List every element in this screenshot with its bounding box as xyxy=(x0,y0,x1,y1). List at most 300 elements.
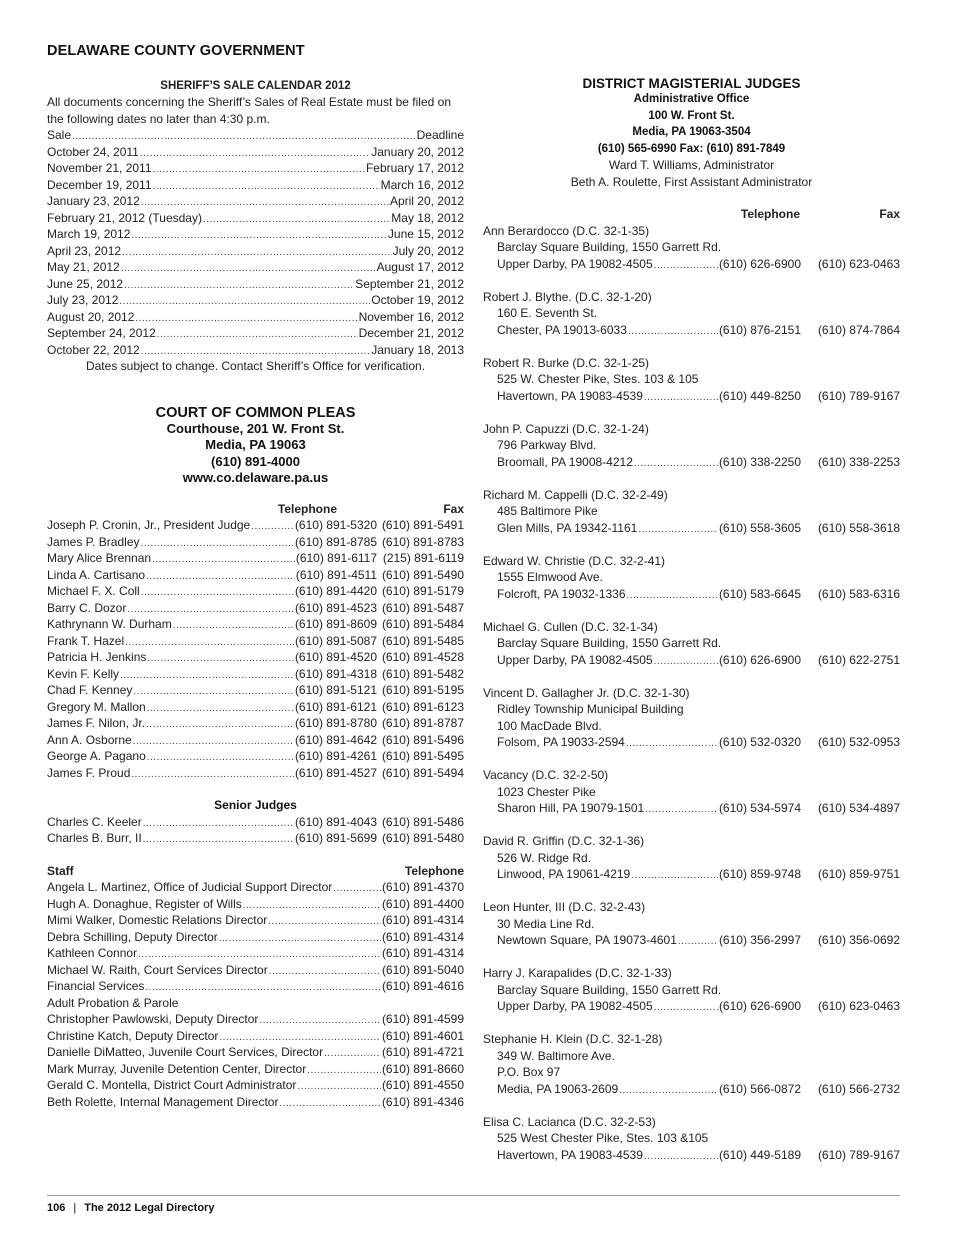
calendar-row-value: August 17, 2012 xyxy=(376,260,464,274)
judge-row xyxy=(47,699,464,716)
judge-row-tel-label: James P. Bradley xyxy=(47,534,140,549)
staff-row-value: (610) 891-4721 xyxy=(381,1045,464,1059)
magisterial-street: 100 W. Front St. xyxy=(648,109,735,122)
magisterial-judge-fax: (610) 789-9167 xyxy=(817,388,900,403)
magisterial-judge-tel-value: (610) 449-8250 xyxy=(718,388,801,403)
staff-row-value: (610) 891-4599 xyxy=(381,1012,464,1026)
magisterial-judge-tel-label: Broomall, PA 19008-4212 xyxy=(497,454,633,469)
staff-row-label: Kathleen Connor xyxy=(47,946,138,960)
judge-row-fax: (610) 891-5494 xyxy=(381,765,464,780)
magisterial-judge-city-row xyxy=(483,998,900,1015)
magisterial-judge-tel xyxy=(497,932,801,949)
calendar-row-value: September 21, 2012 xyxy=(355,276,464,291)
senior-judge-row-tel xyxy=(47,814,377,831)
page-number: 106 xyxy=(47,1202,66,1214)
staff-row-value: (610) 891-4370 xyxy=(381,880,464,894)
court-title: COURT OF COMMON PLEAS xyxy=(155,404,356,421)
magisterial-judge-tel-value: (610) 558-3605 xyxy=(718,520,801,535)
magisterial-judge-tel-value: (610) 338-2250 xyxy=(718,454,801,469)
judge-row xyxy=(47,715,464,732)
judge-row-fax: (610) 891-4528 xyxy=(381,650,464,664)
court-of-common-pleas xyxy=(47,405,464,1111)
magisterial-judge-tel-value: (610) 859-9748 xyxy=(718,867,801,881)
court-col-telephone: Telephone xyxy=(277,501,337,516)
calendar-row xyxy=(47,226,464,243)
judge-row-tel-value: (610) 891-4520 xyxy=(294,650,377,664)
magisterial-judge-tel-label: Upper Darby, PA 19082-4505 xyxy=(497,256,653,271)
judge-row-fax: (610) 891-5487 xyxy=(381,600,464,615)
magisterial-judge-fax: (610) 356-0692 xyxy=(817,933,900,947)
magisterial-judge-tel xyxy=(497,322,801,339)
calendar-row-value: January 18, 2013 xyxy=(371,342,464,357)
magisterial-judges-list xyxy=(483,223,900,1164)
staff-row xyxy=(47,879,464,896)
judge-row xyxy=(47,633,464,650)
calendar-row xyxy=(47,243,464,260)
magisterial-judge-city-row xyxy=(483,652,900,669)
magisterial-judge-name: Vincent D. Gallagher Jr. (D.C. 32-1-30) xyxy=(483,685,690,700)
magisterial-phones: (610) 565-6990 Fax: (610) 891-7849 xyxy=(597,142,786,155)
magisterial-judge-tel-label: Glen Mills, PA 19342-1161 xyxy=(497,520,638,535)
magisterial-judge-name: Harry J. Karapalides (D.C. 32-1-33) xyxy=(483,966,672,980)
calendar-row-label: January 23, 2012 xyxy=(47,194,140,208)
magisterial-judge-tel xyxy=(497,388,801,405)
magisterial-judge-address-line: Ridley Township Municipal Building xyxy=(497,702,684,716)
staff-row-value: (610) 891-8660 xyxy=(381,1061,464,1076)
judge-row xyxy=(47,583,464,600)
publication-title: The 2012 Legal Directory xyxy=(84,1202,215,1214)
court-website[interactable]: www.co.delaware.pa.us xyxy=(182,470,329,485)
magisterial-judge-address-line: 525 West Chester Pike, Stes. 103 &105 xyxy=(497,1131,709,1145)
magisterial-judge-tel xyxy=(497,998,801,1015)
magisterial-judge-city-row xyxy=(483,586,900,603)
left-column xyxy=(47,78,464,1110)
footer-rule xyxy=(47,1195,900,1196)
magisterial-judge-tel-label: Havertown, PA 19083-4539 xyxy=(497,1147,643,1162)
magisterial-judge-tel-value: (610) 626-6900 xyxy=(718,256,801,271)
judge-row-tel-value: (610) 891-5121 xyxy=(294,683,377,697)
judge-row xyxy=(47,682,464,699)
magisterial-judge-tel xyxy=(497,586,801,603)
staff-row-value: (610) 891-4314 xyxy=(381,913,464,927)
judge-row-tel-label: Barry C. Dozor xyxy=(47,600,127,615)
calendar-row-value: December 21, 2012 xyxy=(358,326,464,340)
staff-col-telephone: Telephone xyxy=(404,863,464,878)
magisterial-judge-address-line: 30 Media Line Rd. xyxy=(497,916,595,931)
staff-row-value: (610) 891-4616 xyxy=(381,979,464,993)
calendar-row-label: October 24, 2011 xyxy=(47,144,139,159)
staff-row xyxy=(47,929,464,946)
magisterial-judge-tel-value: (610) 532-0320 xyxy=(718,735,801,749)
magisterial-judge-tel-label: Linwood, PA 19061-4219 xyxy=(497,867,631,881)
magisterial-judge-fax: (610) 623-0463 xyxy=(817,999,900,1013)
magisterial-judge-city-row xyxy=(483,1081,900,1098)
magisterial-judge-address-line: Barclay Square Building, 1550 Garrett Rd. xyxy=(497,240,722,254)
senior-judge-row-fax: (610) 891-5486 xyxy=(381,814,464,829)
calendar-title: SHERIFF’S SALE CALENDAR 2012 xyxy=(160,80,351,92)
magisterial-judge-tel xyxy=(497,1147,801,1164)
staff-row-value: (610) 891-4314 xyxy=(381,929,464,944)
staff-row-value: (610) 891-4314 xyxy=(381,946,464,960)
magisterial-judge-address-line: 160 E. Seventh St. xyxy=(497,306,598,320)
magisterial-judge-tel-value: (610) 534-5974 xyxy=(718,801,801,815)
judge-row-tel-value: (610) 891-4642 xyxy=(294,732,377,747)
magisterial-judge-entry xyxy=(483,899,900,949)
calendar-row-label: March 19, 2012 xyxy=(47,227,131,241)
calendar-row xyxy=(47,342,464,359)
judge-row xyxy=(47,765,464,782)
judge-row-tel-value: (610) 891-5320 xyxy=(294,518,377,532)
staff-row xyxy=(47,945,464,962)
staff-list xyxy=(47,879,464,995)
magisterial-judge-name: Leon Hunter, III (D.C. 32-2-43) xyxy=(483,900,646,914)
staff-row xyxy=(47,1094,464,1111)
magisterial-judge-fax: (610) 532-0953 xyxy=(817,735,900,749)
magisterial-judge-tel-label: Havertown, PA 19083-4539 xyxy=(497,388,643,403)
staff-row-label: Michael W. Raith, Court Services Director xyxy=(47,962,268,977)
judge-row-tel-value: (610) 891-4318 xyxy=(294,666,377,681)
magisterial-judge-tel xyxy=(497,866,801,883)
magisterial-city: Media, PA 19063-3504 xyxy=(632,126,751,138)
calendar-row-value: April 20, 2012 xyxy=(389,194,464,208)
staff-row xyxy=(47,1061,464,1078)
staff-row-value: (610) 891-5040 xyxy=(381,962,464,977)
magisterial-judge-entry xyxy=(483,421,900,471)
magisterial-judge-city-row xyxy=(483,800,900,817)
staff-row xyxy=(47,1011,464,1028)
staff-row-value: (610) 891-4550 xyxy=(381,1078,464,1092)
calendar-row xyxy=(47,193,464,210)
magisterial-judge-address-line: 100 MacDade Blvd. xyxy=(497,718,602,733)
judge-row xyxy=(47,732,464,749)
judge-row-tel xyxy=(47,583,377,600)
calendar-header-row xyxy=(47,127,464,144)
judge-row-tel xyxy=(47,666,377,683)
calendar-row-label: October 22, 2012 xyxy=(47,342,140,357)
judge-row-tel-value: (610) 891-8609 xyxy=(294,617,377,631)
calendar-row xyxy=(47,325,464,342)
magisterial-judge-entry xyxy=(483,1114,900,1164)
magisterial-admin1: Ward T. Williams, Administrator xyxy=(608,158,775,172)
magisterial-judge-name: Vacancy (D.C. 32-2-50) xyxy=(483,768,609,782)
staff-row xyxy=(47,1044,464,1061)
judge-row xyxy=(47,517,464,534)
staff-row-label: Debra Schilling, Deputy Director xyxy=(47,929,218,944)
staff-row-value: (610) 891-4601 xyxy=(381,1028,464,1043)
magisterial-judge-entry xyxy=(483,487,900,537)
magisterial-judge-city-row xyxy=(483,1147,900,1164)
calendar-row-value: May 18, 2012 xyxy=(391,210,464,225)
magisterial-admin2: Beth A. Roulette, First Assistant Administrator xyxy=(570,174,813,189)
calendar-note: Dates subject to change. Contact Sheriff’s Office for verification. xyxy=(85,359,426,373)
magisterial-judge-tel-label: Upper Darby, PA 19082-4505 xyxy=(497,999,653,1013)
judge-row-fax: (610) 891-5495 xyxy=(381,749,464,763)
judge-row-tel-label: Linda A. Cartisano xyxy=(47,567,146,582)
magisterial-judge-entry xyxy=(483,767,900,817)
calendar-row-value: June 15, 2012 xyxy=(387,227,464,241)
magisterial-judge-name: Robert J. Blythe. (D.C. 32-1-20) xyxy=(483,289,652,304)
senior-judge-row-tel xyxy=(47,830,377,847)
staff-row-label: Christine Katch, Deputy Director xyxy=(47,1028,219,1043)
judge-row xyxy=(47,567,464,584)
calendar-row xyxy=(47,160,464,177)
magisterial-judge-entry xyxy=(483,355,900,405)
calendar-intro: All documents concerning the Sheriff’s Sales of Real Estate must be filed on the following dates no later than 4:30 p.m. xyxy=(47,95,451,126)
judge-row xyxy=(47,649,464,666)
staff-row-value: (610) 891-4400 xyxy=(381,896,464,911)
magisterial-judge-city-row xyxy=(483,454,900,471)
judge-row-tel-value: (610) 891-5087 xyxy=(294,633,377,648)
judge-row-tel xyxy=(47,649,377,666)
magisterial-judge-fax: (610) 622-2751 xyxy=(817,652,900,667)
judge-row-fax: (610) 891-5485 xyxy=(381,633,464,648)
calendar-row-value: March 16, 2012 xyxy=(380,177,464,192)
court-judges-list xyxy=(47,517,464,781)
magisterial-judge-tel-value: (610) 626-6900 xyxy=(718,999,801,1013)
magisterial-judge-fax: (610) 534-4897 xyxy=(817,801,900,815)
judge-row-tel-label: James F. Nilon, Jr. xyxy=(47,716,146,730)
staff-row-value: (610) 891-4346 xyxy=(381,1094,464,1109)
magisterial-judge-fax: (610) 338-2253 xyxy=(817,454,900,469)
calendar-row-label: May 21, 2012 xyxy=(47,260,120,274)
magisterial-judge-tel xyxy=(497,520,801,537)
staff-header xyxy=(47,863,464,880)
magisterial-judge-tel-label: Chester, PA 19013-6033 xyxy=(497,322,627,337)
calendar-row-label: August 20, 2012 xyxy=(47,309,135,324)
magisterial-judge-fax: (610) 789-9167 xyxy=(817,1147,900,1162)
calendar-row-label: November 21, 2011 xyxy=(47,161,152,175)
staff-row xyxy=(47,912,464,929)
calendar-header-deadline: Deadline xyxy=(416,128,464,142)
judge-row-tel-label: Chad F. Kenney xyxy=(47,683,133,697)
senior-judge-row-tel-value: (610) 891-4043 xyxy=(294,814,377,829)
staff-row-label: Hugh A. Donaghue, Register of Wills xyxy=(47,896,242,911)
calendar-row-label: December 19, 2011 xyxy=(47,177,152,192)
magisterial-judge-tel xyxy=(497,1081,801,1098)
magisterial-judge-entry xyxy=(483,965,900,1015)
magisterial-judge-tel-value: (610) 876-2151 xyxy=(718,322,801,337)
judge-row-tel-value: (610) 891-8780 xyxy=(294,716,377,730)
calendar-row xyxy=(47,177,464,194)
court-column-headers xyxy=(47,501,464,518)
staff-row-label: Gerald C. Montella, District Court Administrator xyxy=(47,1078,297,1092)
judge-row-tel xyxy=(47,517,377,534)
staff-title: Staff xyxy=(47,863,74,878)
judge-row xyxy=(47,550,464,567)
magisterial-judge-name: Robert R. Burke (D.C. 32-1-25) xyxy=(483,355,650,370)
calendar-row-value: November 16, 2012 xyxy=(358,309,464,324)
magisterial-judge-tel xyxy=(497,734,801,751)
senior-judge-row xyxy=(47,814,464,831)
calendar-row-label: September 24, 2012 xyxy=(47,326,156,340)
judge-row xyxy=(47,616,464,633)
judge-row-tel xyxy=(47,616,377,633)
judge-row-tel-value: (610) 891-8785 xyxy=(294,534,377,549)
staff-subhead: Adult Probation & Parole xyxy=(47,995,179,1010)
judge-row-tel-label: Ann A. Osborne xyxy=(47,732,132,747)
magisterial-judge-name: John P. Capuzzi (D.C. 32-1-24) xyxy=(483,421,649,436)
judge-row-tel xyxy=(47,732,377,749)
staff-row-label: Beth Rolette, Internal Management Director xyxy=(47,1094,279,1109)
sheriff-sale-calendar xyxy=(47,78,464,375)
calendar-row-label: June 25, 2012 xyxy=(47,276,124,291)
judge-row-tel xyxy=(47,748,377,765)
magisterial-judge-tel-value: (610) 566-0872 xyxy=(718,1081,801,1096)
judge-row-tel-value: (610) 891-4420 xyxy=(294,584,377,598)
court-address2: Media, PA 19063 xyxy=(205,437,306,452)
judge-row-tel-value: (610) 891-6117 xyxy=(295,551,377,565)
magisterial-judge-name: David R. Griffin (D.C. 32-1-36) xyxy=(483,834,645,848)
calendar-row xyxy=(47,309,464,326)
judge-row-fax: (610) 891-5195 xyxy=(381,683,464,697)
magisterial-judge-city-row xyxy=(483,932,900,949)
magisterial-judge-address-line: 349 W. Baltimore Ave. xyxy=(497,1048,615,1063)
judge-row-tel-label: Frank T. Hazel xyxy=(47,633,125,648)
magisterial-judge-entry xyxy=(483,685,900,751)
judge-row-tel xyxy=(47,699,377,716)
senior-judge-row xyxy=(47,830,464,847)
magisterial-judge-address-line: 796 Parkway Blvd. xyxy=(497,438,597,452)
magisterial-judge-city-row xyxy=(483,322,900,339)
judge-row-tel-label: Patricia H. Jenkins xyxy=(47,650,147,664)
calendar-row xyxy=(47,259,464,276)
judge-row-fax: (215) 891-6119 xyxy=(382,551,464,565)
magisterial-judge-fax: (610) 566-2732 xyxy=(817,1081,900,1096)
magisterial-judge-name: Richard M. Cappelli (D.C. 32-2-49) xyxy=(483,487,668,502)
magisterial-judge-tel xyxy=(497,454,801,471)
staff-row-label: Danielle DiMatteo, Juvenile Court Services, Director xyxy=(47,1045,324,1059)
magisterial-judge-name: Ann Berardocco (D.C. 32-1-35) xyxy=(483,223,650,238)
senior-judges-title: Senior Judges xyxy=(214,798,297,812)
magisterial-judge-address-line: 526 W. Ridge Rd. xyxy=(497,850,592,865)
calendar-row-label: February 21, 2012 (Tuesday) xyxy=(47,210,202,225)
judge-row-tel-value: (610) 891-4511 xyxy=(295,567,377,582)
calendar-row-value: January 20, 2012 xyxy=(371,144,464,159)
magisterial-judge-tel xyxy=(497,652,801,669)
magisterial-judge-name: Elisa C. Lacianca (D.C. 32-2-53) xyxy=(483,1114,656,1129)
judge-row-tel xyxy=(47,600,377,617)
calendar-row-value: July 20, 2012 xyxy=(392,243,464,258)
magisterial-judge-entry xyxy=(483,833,900,883)
calendar-header-sale: Sale xyxy=(47,128,72,142)
judge-row-tel xyxy=(47,550,377,567)
magisterial-judge-tel-value: (610) 583-6645 xyxy=(718,586,801,601)
magisterial-judge-tel-label: Upper Darby, PA 19082-4505 xyxy=(497,652,653,667)
magisterial-judge-city-row xyxy=(483,520,900,537)
staff-row-label: Christopher Pawlowski, Deputy Director xyxy=(47,1012,259,1026)
judge-row-tel xyxy=(47,534,377,551)
staff-row xyxy=(47,1028,464,1045)
footer xyxy=(47,1202,214,1214)
staff-row-label: Financial Services xyxy=(47,979,145,993)
senior-judge-row-tel-value: (610) 891-5699 xyxy=(294,831,377,845)
magisterial-judge-address-line: 485 Baltimore Pike xyxy=(497,504,598,518)
judge-row xyxy=(47,534,464,551)
staff-row xyxy=(47,978,464,995)
judge-row xyxy=(47,600,464,617)
calendar-row-value: October 19, 2012 xyxy=(371,293,464,307)
magisterial-judge-city-row xyxy=(483,256,900,273)
judge-row-fax: (610) 891-5482 xyxy=(381,666,464,681)
judge-row-fax: (610) 891-5490 xyxy=(381,567,464,582)
judge-row-tel-value: (610) 891-6121 xyxy=(294,699,377,714)
calendar-row-label: April 23, 2012 xyxy=(47,243,122,258)
judge-row-tel-value: (610) 891-4527 xyxy=(294,765,377,780)
calendar-row-label: July 23, 2012 xyxy=(47,293,119,307)
judge-row-tel-label: Mary Alice Brennan xyxy=(47,551,152,565)
magisterial-judge-fax: (610) 623-0463 xyxy=(817,256,900,271)
magisterial-judge-city-row xyxy=(483,388,900,405)
magisterial-judge-name: Stephanie H. Klein (D.C. 32-1-28) xyxy=(483,1032,663,1046)
magisterial-judge-entry xyxy=(483,1031,900,1097)
magisterial-judge-address-line: 1023 Chester Pike xyxy=(497,784,596,799)
magisterial-judge-address-line: Barclay Square Building, 1550 Garrett Rd. xyxy=(497,982,722,997)
senior-judge-row-fax: (610) 891-5480 xyxy=(381,831,464,845)
calendar-row xyxy=(47,292,464,309)
magisterial-judge-tel-label: Folsom, PA 19033-2594 xyxy=(497,735,625,749)
magisterial-judge-city-row xyxy=(483,866,900,883)
magisterial-judge-tel xyxy=(497,256,801,273)
magisterial-judge-address-line: 1555 Elmwood Ave. xyxy=(497,570,603,584)
magisterial-judge-city-row xyxy=(483,734,900,751)
magisterial-judge-tel-label: Newtown Square, PA 19073-4601 xyxy=(497,933,677,947)
court-col-fax: Fax xyxy=(443,501,464,516)
magisterial-judge-tel-value: (610) 356-2997 xyxy=(718,933,801,947)
judge-row-fax: (610) 891-5179 xyxy=(381,584,464,598)
magisterial-judge-address-line: 525 W. Chester Pike, Stes. 103 & 105 xyxy=(497,372,699,386)
magisterial-judge-tel-value: (610) 626-6900 xyxy=(718,652,801,667)
judge-row xyxy=(47,748,464,765)
magisterial-col-telephone: Telephone xyxy=(740,207,800,221)
judge-row-tel xyxy=(47,682,377,699)
judge-row-tel-label: Joseph P. Cronin, Jr., President Judge xyxy=(47,518,251,532)
magisterial-judge-fax: (610) 583-6316 xyxy=(817,586,900,601)
magisterial-office: Administrative Office xyxy=(633,93,750,105)
calendar-row-value: February 17, 2012 xyxy=(365,161,464,175)
judge-row-tel-value: (610) 891-4523 xyxy=(294,600,377,615)
magisterial-col-fax: Fax xyxy=(879,207,900,221)
judge-row-tel xyxy=(47,633,377,650)
judge-row-fax: (610) 891-8787 xyxy=(381,716,464,730)
court-address1: Courthouse, 201 W. Front St. xyxy=(166,420,345,436)
staff-row xyxy=(47,896,464,913)
calendar-rows xyxy=(47,144,464,359)
magisterial-title: DISTRICT MAGISTERIAL JUDGES xyxy=(582,76,801,91)
calendar-row xyxy=(47,144,464,161)
calendar-row xyxy=(47,210,464,227)
staff-row-label: Angela L. Martinez, Office of Judicial Support Director xyxy=(47,880,333,894)
judge-row-tel-label: Gregory M. Mallon xyxy=(47,699,146,714)
magisterial-judge-tel xyxy=(497,800,801,817)
magisterial-judge-tel-label: Sharon Hill, PA 19079-1501 xyxy=(497,801,645,815)
staff-row-label: Mark Murray, Juvenile Detention Center, Director xyxy=(47,1061,307,1076)
staff-list-probation xyxy=(47,1011,464,1110)
magisterial-judge-name: Michael G. Cullen (D.C. 32-1-34) xyxy=(483,619,658,634)
senior-judge-row-tel-label: Charles B. Burr, II xyxy=(47,831,142,845)
magisterial-column-headers xyxy=(483,206,900,223)
judge-row-tel-label: Kathrynann W. Durham xyxy=(47,617,172,631)
judge-row-tel-label: James F. Proud xyxy=(47,765,131,780)
right-column xyxy=(483,76,900,1180)
magisterial-judge-entry xyxy=(483,553,900,603)
magisterial-judge-address-line: P.O. Box 97 xyxy=(497,1065,561,1079)
judge-row-fax: (610) 891-8783 xyxy=(381,534,464,549)
magisterial-judge-address-line: Barclay Square Building, 1550 Garrett Rd. xyxy=(497,636,722,650)
judge-row-fax: (610) 891-5491 xyxy=(381,518,464,532)
senior-judges-list xyxy=(47,814,464,847)
court-phone: (610) 891-4000 xyxy=(211,453,300,469)
magisterial-judge-name: Edward W. Christie (D.C. 32-2-41) xyxy=(483,553,666,568)
